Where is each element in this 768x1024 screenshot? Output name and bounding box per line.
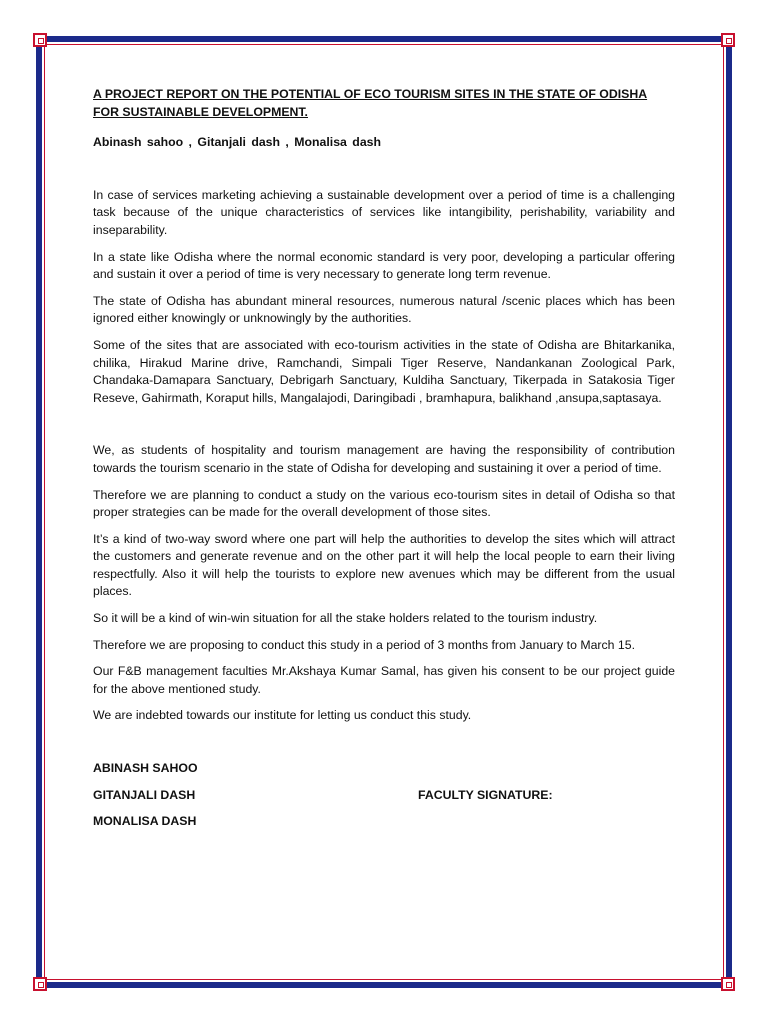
paragraph-3: The state of Odisha has abundant mineral resources, numerous natural /scenic places which has been ignored either knowingly or unknowingly by the authorities. (93, 293, 675, 326)
signature-name-1: ABINASH SAHOO (93, 761, 198, 776)
faculty-signature-label: FACULTY SIGNATURE: (418, 787, 553, 802)
corner-ornament-top-right (721, 33, 735, 47)
paragraph-1: In case of services marketing achieving a sustainable development over a period of time is a challenging task because of the unique characteristics of services like intangibility, perishability, variability and inseparability. (93, 187, 675, 237)
paragraph-7: It’s a kind of two-way sword where one part will help the authorities to develop the sites which will attract the customers and generate revenue and on the other part it will help the local people to earn their living respectfully. Also it will help the tourists to explore new avenues which may be different from the usual places. (93, 531, 675, 599)
paragraph-8: So it will be a kind of win-win situation for all the stake holders related to the tourism industry. (93, 611, 598, 626)
paragraph-6: Therefore we are planning to conduct a study on the various eco-tourism sites in detail of Odisha so that proper strategies can be made for the overall development of those sites. (93, 487, 675, 520)
paragraph-4: Some of the sites that are associated with eco-tourism activities in the state of Odisha are Bhitarkanika, chilika, Hirakud Marine drive, Ramchandi, Simpali Tiger Reserve, Nandankanan Zoological Park, Chandaka-Damapara Sanctuary, Debrigarh Sanctuary, Kuldiha Sanctuary, Tikerpada in Satakosia Tiger Reseve, Gahirmath, Koraput hills, Mangalajodi, Daringibadi , bramhapura, balikhand ,ansupa,saptasaya. (93, 337, 675, 405)
paragraph-10: Our F&B management faculties Mr.Akshaya Kumar Samal, has given his consent to be our project guide for the above mentioned study. (93, 664, 675, 696)
paragraph-2: In a state like Odisha where the normal economic standard is very poor, developing a particular offering and sustain it over a period of time is very necessary to generate long term revenue. (93, 249, 675, 282)
author-names: Abinash sahoo , Gitanjali dash , Monalisa dash (93, 135, 382, 150)
signature-row-2 (93, 787, 675, 805)
document-title: A PROJECT REPORT ON THE POTENTIAL OF ECO TOURISM SITES IN THE STATE OF ODISHA FOR SUSTAINABLE DEVELOPMENT. (93, 87, 648, 119)
paragraph-11: We are indebted towards our institute for letting us conduct this study. (93, 708, 472, 723)
corner-ornament-bottom-right (721, 977, 735, 991)
corner-ornament-top-left (33, 33, 47, 47)
paragraph-9: Therefore we are proposing to conduct this study in a period of 3 months from January to March 15. (93, 637, 636, 652)
document-body (93, 86, 675, 831)
corner-ornament-bottom-left (33, 977, 47, 991)
paragraph-5: We, as students of hospitality and tourism management are having the responsibility of contribution towards the tourism scenario in the state of Odisha for developing and sustaining it over a period of time. (93, 443, 675, 475)
signature-name-3: MONALISA DASH (93, 814, 197, 829)
signature-name-2: GITANJALI DASH (93, 787, 196, 802)
